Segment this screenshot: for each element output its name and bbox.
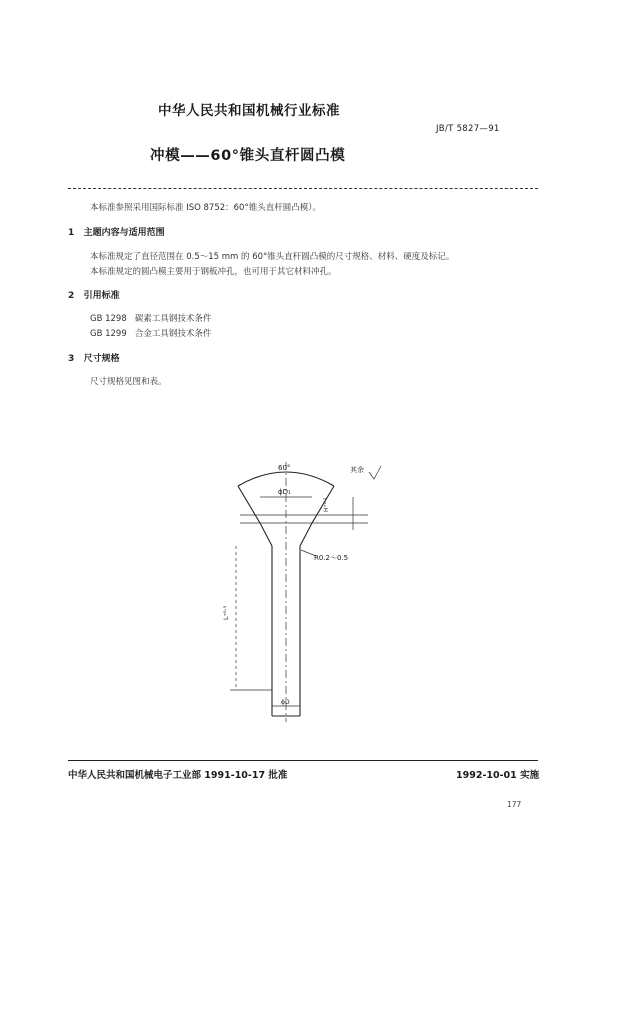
length-label: L⁺⁰·⁵ xyxy=(222,605,230,620)
reference-name: 合金工具钢技术条件 xyxy=(134,329,212,339)
fillet-label: R0.2～0.5 xyxy=(314,554,349,562)
effective-date: 1992-10-01 实施 xyxy=(456,770,540,781)
tip-dia-label: ϕD xyxy=(281,699,290,706)
angle-label: 60° xyxy=(278,464,291,472)
standard-code: JB/T 5827—91 xyxy=(436,124,500,134)
page-number: 177 xyxy=(507,800,522,809)
section-number: 3 xyxy=(68,354,75,364)
head-left-edge xyxy=(238,486,272,546)
intro-text: 本标准参照采用国际标准 ISO 8752：60°锥头直杆圆凸模）。 xyxy=(90,203,321,213)
section-heading-text: 尺寸规格 xyxy=(83,354,120,364)
section-number: 1 xyxy=(68,228,75,238)
section-1-line-1: 本标准规定了直径范围在 0.5～15 mm 的 60°锥头直杆圆凸模的尺寸规格、材料、硬度及标记。 xyxy=(90,252,455,262)
document-title: 冲模——60°锥头直杆圆凸模 xyxy=(150,148,346,164)
head-right-edge xyxy=(300,486,334,546)
approval-line: 中华人民共和国机械电子工业部 1991-10-17 批准 xyxy=(68,770,288,781)
footer-divider xyxy=(68,760,538,761)
section-heading-text: 主题内容与适用范围 xyxy=(83,228,165,238)
reference-name: 碳素工具钢技术条件 xyxy=(134,314,212,324)
section-3-line-1: 尺寸规格见图和表。 xyxy=(90,377,167,387)
section-heading-text: 引用标准 xyxy=(83,291,120,301)
reference-code: GB 1299 xyxy=(90,329,127,339)
roughness-icon xyxy=(369,466,381,479)
organization-title: 中华人民共和国机械行业标准 xyxy=(158,103,340,119)
roughness-label: 其余 xyxy=(350,466,364,474)
section-1-line-2: 本标准规定的圆凸模主要用于钢板冲孔，也可用于其它材料冲孔。 xyxy=(90,267,337,277)
head-height-label: H⁺⁰·² xyxy=(323,497,330,512)
head-dia-label: ϕD₁ xyxy=(278,488,291,496)
reference-code: GB 1298 xyxy=(90,314,127,324)
section-number: 2 xyxy=(68,291,75,301)
